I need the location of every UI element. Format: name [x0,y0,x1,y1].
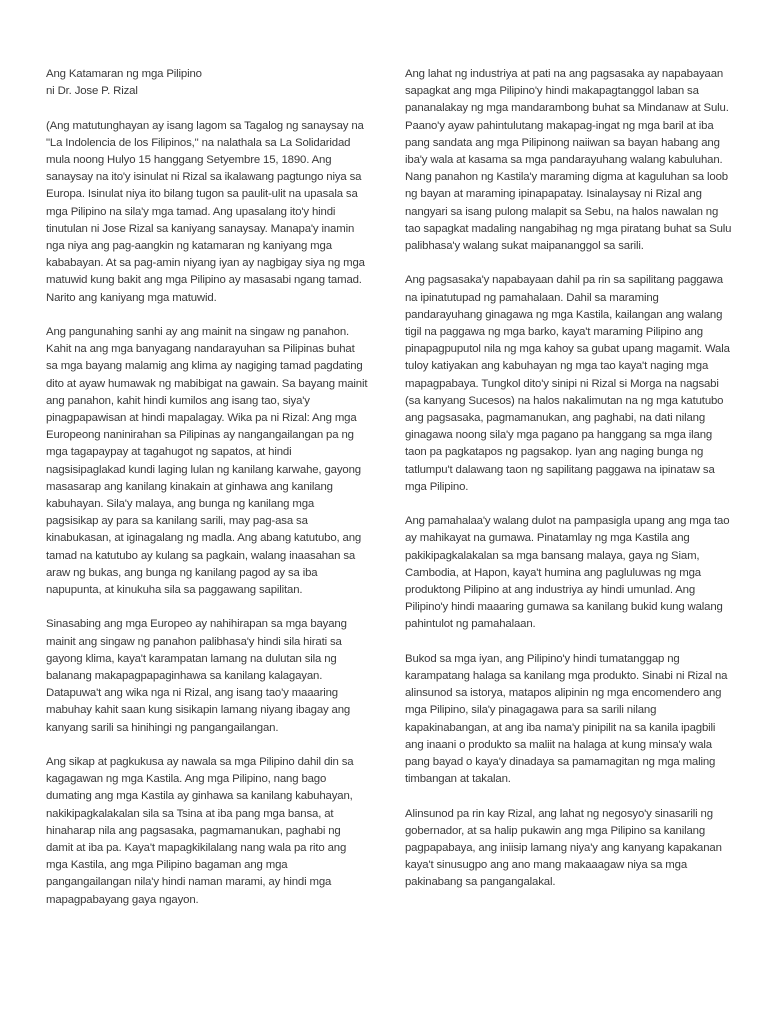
paragraph: Sinasabing ang mga Europeo ay nahihirapan sa mga bayang mainit ang singaw ng panahon palibhasa'y hindi sila hirati sa gayong klima, kaya't karampatan lamang na dulutan sila ng balanang makapagpapaginhawa sa kanilang kalagayan. Datapuwa't ang wika nga ni Rizal, ang isang tao'y maaaring mabuhay kahit saan kung sisikapin lamang niyang ibagay ang kanyang sarili sa hinihingi ng pangangailangan. [46,618,351,734]
paragraph: Ang lahat ng industriya at pati na ang pagsasaka ay napabayaan sapagkat ang mga Pilipino'y hindi makapagtanggol laban sa pananalakay ng mga mandarambong buhat sa Mindanaw at Sulu. Paano'y ayaw pahintulutang makapag-ingat ng mga baril at iba pang sandata ang mga Pilipinong naiiwan sa bayan habang ang iba'y wala at kasama sa mga pandarayuhang walang kabuluhan. Nang panahon ng Kastila'y maraming digma at kaguluhan sa loob ng bayan at maraming ipinapapatay. Isinalaysay ni Rizal ang nangyari sa isang pulong malapit sa Sebu, na halos nawalan ng tao sapagkat madaling nangabihag ng mga piratang buhat sa Sulu palibhasa'y walang sukat maipananggol sa sarili. [405,68,732,253]
paragraph: Bukod sa mga iyan, ang Pilipino'y hindi tumatanggap ng karampatang halaga sa kanilang mga produkto. Sinabi ni Rizal na alinsunod sa istorya, matapos alipinin ng mga encomendero ang mga Pilipino, sila'y pinagagawa para sa sarili nilang kapakinabangan, at ang iba nama'y pinipilit na sa kanila ipagbili ang inaani o produkto sa maliit na halaga at kung minsa'y wala pang bayad o kaya'y dinadaya sa pamamagitan ng mga maling timbangan at takalan. [405,652,728,786]
paragraph: (Ang matutunghayan ay isang lagom sa Tagalog ng sanaysay na "La Indolencia de los Filipinos," na nalathala sa La Solidaridad mula noong Hulyo 15 hanggang Setyembre 15, 1890. Ang sanaysay na ito'y isinulat ni Rizal sa ikalawang pagtungo niya sa Europa. Isinulat niya ito bilang tugon sa paulit-ulit na upasala sa mga Pilipino na sila'y mga tamad. Ang upasalang ito'y hindi tinutulan ni Jose Rizal sa kaniyang sanaysay. Manapa'y inamin nga niya ang pag-aangkin ng katamaran ng kaniyang mga kababayan. At sa pag-amin niyang iyan ay nagbigay siya ng mga matuwid kung bakit ang mga Pilipino ay masasabi ngang tamad. Narito ang kaniyang mga matuwid. [46,119,365,304]
paragraph: Ang pangunahing sanhi ay ang mainit na singaw ng panahon. Kahit na ang mga banyagang nandarayuhan sa Pilipinas buhat sa mga bayang malamig ang klima ay nagiging tamad pagdating dito at ayaw humawak ng mabibigat na gawain. Sa bayang mainit ang panahon, kahit hindi kumilos ang isang tao, siya'y pinagpapawisan at hindi mapalagay. Wika pa ni Rizal: Ang mga Europeong naninirahan sa Pilipinas ay nangangailangan pa ng mga tagapaypay at tagahugot ng sapatos, at hindi nagsisipaglakad kundi laging lulan ng kanilang karwahe, gayong masasarap ang kanilang kinakain at ginhawa ang kanilang kabuhayan. Sila'y malaya, ang bunga ng kanilang mga pagsisikap ay para sa kanilang sarili, may pag-asa sa kinabukasan, at iginagalang ng madla. Ang abang katutubo, ang tamad na katutubo ay kulang sa pagkain, walang inaasahan sa araw ng bukas, ang bunga ng kanilang pagod ay sa iba napupunta, at kinukuha sila sa paggawang sapilitan. [46,326,368,597]
left-column [46,66,368,926]
paragraph: Ang pagsasaka'y napabayaan dahil pa rin sa sapilitang paggawa na ipinatutupad ng pamahalaan. Dahil sa maraming pandarayuhang ginagawa ng mga Kastila, kailangan ang walang tigil na paggawa ng mga barko, kaya't maraming Pilipino ang pinapagpuputol nila ng mga kahoy sa gubat upang magamit. Wala tuloy katiyakan ang kabuhayan ng mga tao kaya't naging mga mapagpabaya. Tungkol dito'y sinipi ni Rizal si Morga na nagsabi (sa kanyang Sucesos) na halos nakalimutan na ng mga katutubo ang pagsasaka, pagmamanukan, ang paghabi, na dati nilang ginagawa noong sila'y mga pagano pa hanggang sa mga ilang taon pa pagkatapos ng pagsakop. Iyan ang naging bunga ng tatlumpu't dalawang taon ng sapilitang paggawa na ipinataw sa mga Pilipino. [405,274,730,493]
right-column [405,66,733,909]
paragraph: Ang sikap at pagkukusa ay nawala sa mga Pilipino dahil din sa kagagawan ng mga Kastila. Ang mga Pilipino, nang bago dumating ang mga Kastila ay ginhawa sa kanilang kabuhayan, nakikipagkalakalan sila sa Tsina at iba pang mga bansa, at hinaharap nila ang pagsasaka, pagmamanukan, paghabi ng damit at iba pa. Kaya't mapagkikilalang nang wala pa rito ang mga Kastila, ang mga Pilipino bagaman ang mga pangangailangan nila'y hindi naman marami, ay hindi mga mapagpabayang gaya ngayon. [46,756,354,906]
paragraph: Ang pamahalaa'y walang dulot na pampasigla upang ang mga tao ay mahikayat na gumawa. Pinatamlay ng mga Kastila ang pakikipagkalakalan sa mga bansang malaya, gaya ng Siam, Cambodia, at Hapon, kaya't humina ang pagluluwas ng mga produktong Pilipino at ang industriya ay hindi umunlad. Ang Pilipino'y hindi maaaring gumawa sa kanilang bukid kung walang pahintulot ng pamahalaan. [405,515,730,631]
document-title: Ang Katamaran ng mga Pilipino [46,68,202,80]
paragraph: Alinsunod pa rin kay Rizal, ang lahat ng negosyo'y sinasarili ng gobernador, at sa halip pukawin ang mga Pilipino sa kanilang pagpapabaya, ang iniisip lamang niya'y ang kanyang kapakanan kaya't sinusugpo ang ano mang makaaagaw niya sa mga pakinabang sa pangangalakal. [405,807,722,889]
document-author: ni Dr. Jose P. Rizal [46,85,138,98]
